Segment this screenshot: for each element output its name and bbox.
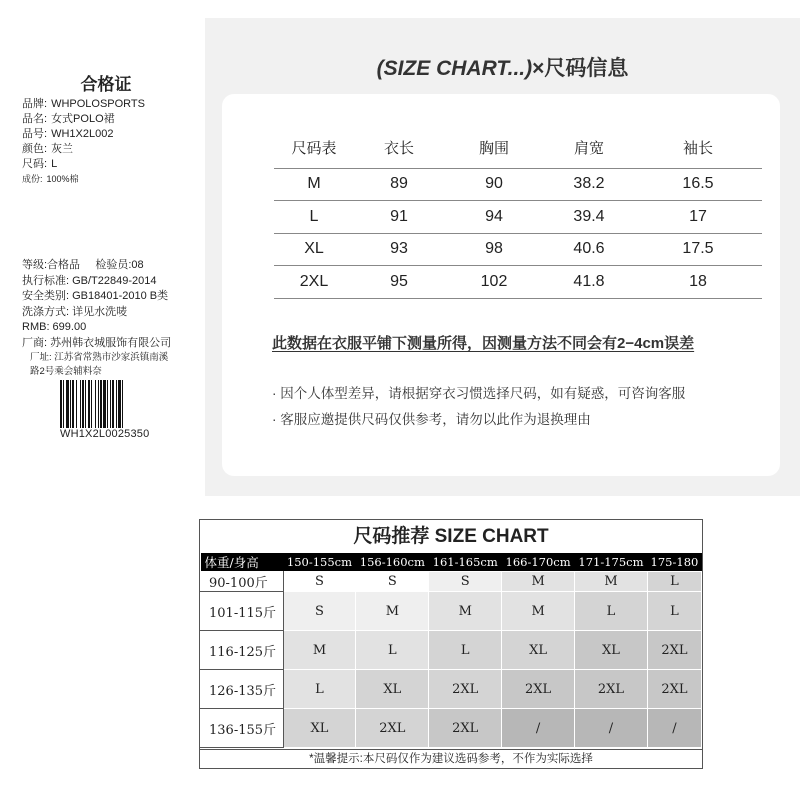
size-cell: L: [283, 670, 356, 709]
table-row: [201, 631, 702, 670]
table-row: [201, 572, 702, 592]
measurement-note: 此数据在衣服平铺下测量所得，因测量方法不同会有2−4cm误差: [272, 335, 695, 352]
size-cell: 2XL: [647, 631, 701, 670]
table-cell: L: [274, 201, 354, 234]
table-cell: 102: [444, 266, 544, 299]
table-cell: 91: [354, 201, 444, 234]
tag-row-composition: 成份: 100%棉: [22, 174, 79, 184]
size-cell: S: [356, 572, 429, 592]
height-header: 175-180: [647, 553, 701, 572]
table-row: [201, 709, 702, 748]
tag-row-item-number: 品号: WH1X2L002: [22, 128, 114, 140]
size-table-header: [274, 128, 762, 168]
size-cell: L: [575, 592, 648, 631]
table-cell: 41.8: [544, 266, 634, 299]
tag-safety: 安全类别: GB18401-2010 B类: [22, 290, 169, 302]
tag-wash: 洗涤方式: 详见水洗唛: [22, 305, 128, 318]
size-recommendation-chart: [199, 519, 703, 769]
weight-label: 126-135斤: [201, 670, 284, 709]
tag-row-product-name: 品名: 女式POLO裙: [22, 113, 115, 125]
size-cell: /: [575, 709, 648, 748]
height-header: 171-175cm: [575, 553, 648, 572]
header-length: 衣长: [383, 140, 414, 158]
table-cell: 89: [354, 168, 444, 201]
bullet-note-1: · 因个人体型差异，请根据穿衣习惯选择尺码，如有疑惑，可咨询客服: [272, 386, 686, 401]
table-row: [201, 592, 702, 631]
size-cell: 2XL: [429, 709, 502, 748]
size-cell: S: [429, 572, 502, 592]
weight-label: 90-100斤: [201, 572, 284, 592]
tag-row-size: 尺码: L: [22, 158, 58, 170]
height-header: 166-170cm: [502, 553, 575, 572]
tag-grade-line: 等级:合格品 检验员:08: [22, 259, 144, 271]
recommendation-title: 尺码推荐 SIZE CHART: [353, 526, 549, 547]
weight-label: 136-155斤: [201, 709, 284, 748]
barcode-bar: [123, 380, 125, 428]
recommendation-header: [201, 553, 702, 572]
garment-tag: [22, 70, 200, 187]
bullet-note-2: · 客服应邀提供尺码仅供参考，请勿以此作为退换理由: [272, 412, 591, 427]
size-cell: 2XL: [429, 670, 502, 709]
size-cell: /: [647, 709, 701, 748]
size-cell: M: [356, 592, 429, 631]
weight-label: 101-115斤: [201, 592, 284, 631]
table-cell: 90: [444, 168, 544, 201]
height-header: 156-160cm: [356, 553, 429, 572]
table-cell: XL: [274, 233, 354, 266]
table-row: [274, 201, 762, 234]
size-cell: 2XL: [575, 670, 648, 709]
table-cell: 39.4: [544, 201, 634, 234]
size-cell: M: [283, 631, 356, 670]
size-cell: S: [283, 572, 356, 592]
table-cell: 95: [354, 266, 444, 299]
table-cell: M: [274, 168, 354, 201]
size-cell: L: [647, 572, 701, 592]
table-cell: 17.5: [634, 233, 762, 266]
tag-row-color: 颜色: 灰兰: [22, 143, 74, 155]
header-size: 尺码表: [291, 140, 337, 158]
size-table: [274, 128, 762, 299]
table-cell: 17: [634, 201, 762, 234]
barcode-number: WH1X2L0025350: [60, 428, 150, 440]
size-cell: L: [429, 631, 502, 670]
size-cell: M: [575, 572, 648, 592]
recommendation-footnote: *温馨提示:本尺码仅作为建议选码参考，不作为实际选择: [200, 749, 702, 768]
tag-address-1: 厂址: 江苏省常熟市沙家浜镇南溪: [30, 352, 169, 363]
table-cell: 94: [444, 201, 544, 234]
table-row: [274, 266, 762, 299]
tag-price: RMB: 699.00: [22, 321, 87, 333]
header-chest: 胸围: [478, 140, 509, 158]
size-cell: M: [502, 572, 575, 592]
size-cell: L: [356, 631, 429, 670]
barcode-image: [60, 380, 156, 428]
table-cell: 98: [444, 233, 544, 266]
tag-standard: 执行标准: GB/T22849-2014: [22, 274, 157, 287]
size-cell: XL: [283, 709, 356, 748]
height-header: 161-165cm: [429, 553, 502, 572]
corner-label: 体重/身高: [201, 553, 284, 572]
table-row: [274, 233, 762, 266]
table-cell: 16.5: [634, 168, 762, 201]
size-cell: 2XL: [502, 670, 575, 709]
size-cell: M: [502, 592, 575, 631]
table-cell: 18: [634, 266, 762, 299]
size-cell: M: [429, 592, 502, 631]
size-cell: /: [502, 709, 575, 748]
table-cell: 2XL: [274, 266, 354, 299]
tag-details: [22, 258, 202, 379]
height-header: 150-155cm: [283, 553, 356, 572]
header-shoulder: 肩宽: [573, 140, 604, 158]
tag-address-2: 路2号乘会辅料奈: [30, 366, 102, 377]
weight-label: 116-125斤: [201, 631, 284, 670]
size-cell: 2XL: [647, 670, 701, 709]
size-cell: 2XL: [356, 709, 429, 748]
header-sleeve: 袖长: [682, 140, 713, 158]
table-cell: 93: [354, 233, 444, 266]
size-cell: S: [283, 592, 356, 631]
table-cell: 40.6: [544, 233, 634, 266]
size-cell: XL: [356, 670, 429, 709]
tag-title: 合格证: [80, 75, 132, 94]
size-cell: XL: [502, 631, 575, 670]
recommendation-table: [200, 553, 702, 748]
tag-maker: 厂商: 苏州韩衣城服饰有限公司: [22, 336, 172, 349]
size-chart-title: (SIZE CHART...)×尺码信息: [376, 57, 629, 80]
size-cell: L: [647, 592, 701, 631]
tag-row-brand: 品牌: WHPOLOSPORTS: [22, 98, 145, 110]
table-row: [274, 168, 762, 201]
table-cell: 38.2: [544, 168, 634, 201]
table-row: [201, 670, 702, 709]
size-cell: XL: [575, 631, 648, 670]
